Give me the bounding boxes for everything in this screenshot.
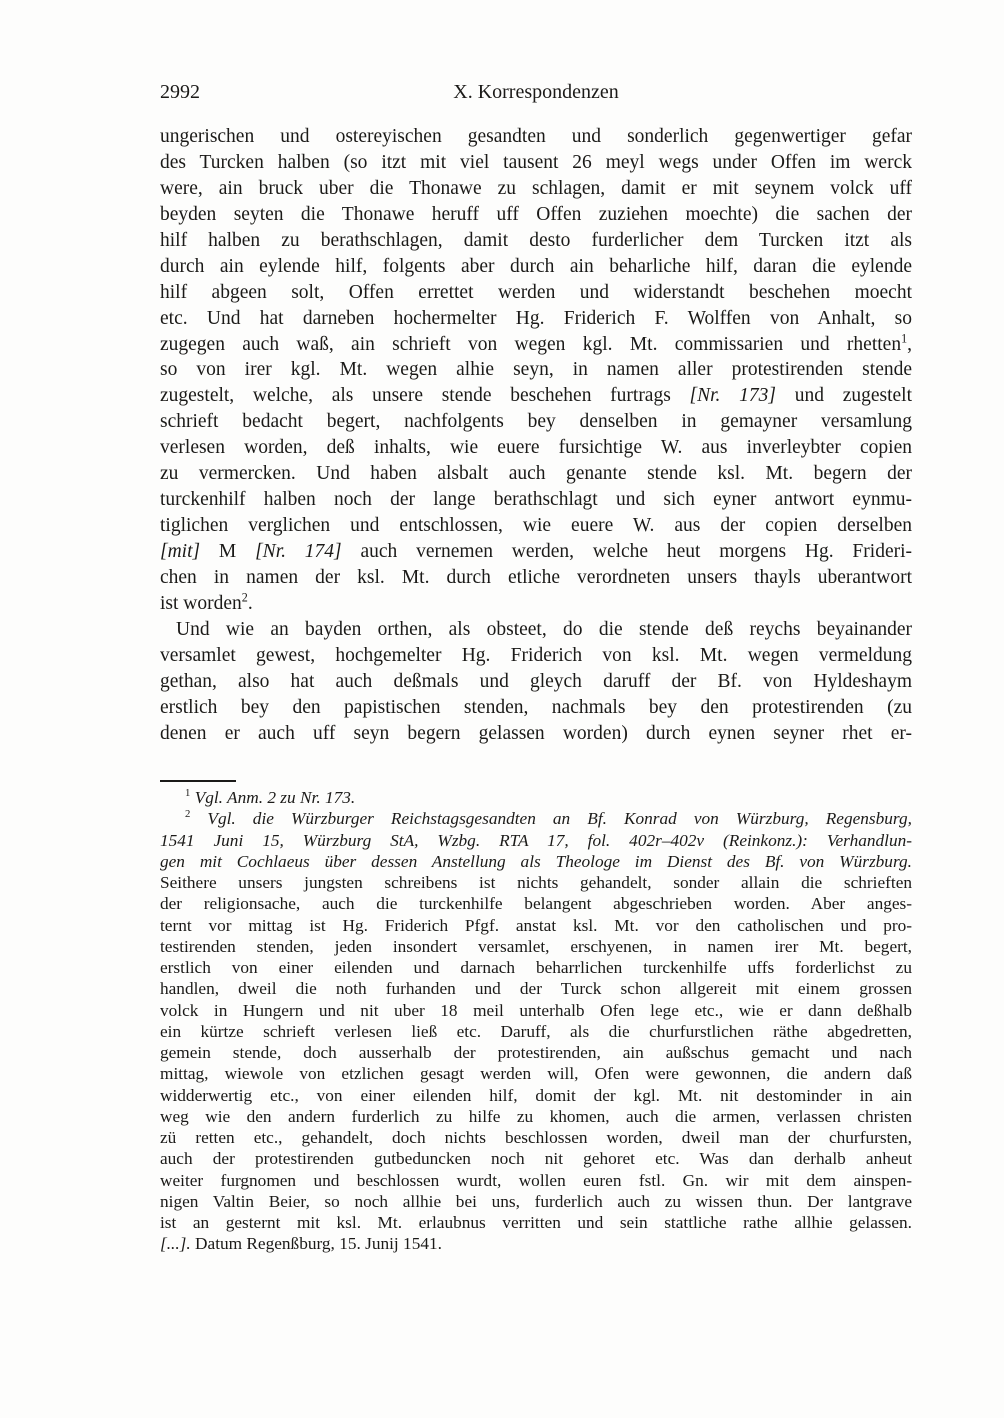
footnote-line: $^2$ Vgl. die Würzburger Reichstagsgesandten an Bf. Konrad von Würzburg, Regensburg,: [185, 808, 912, 829]
body-text-line: zugegen auch waß, ain schrieft von wegen kgl. Mt. commissarien und rhetten$^1$,: [160, 331, 912, 355]
body-text-line: were, ain bruck uber die Thonawe zu schlagen, damit er mit seynem volck uff: [160, 177, 912, 199]
footnote-line: ein kürtze schrieft verlesen ließ etc. Daruff, als die churfurstlichen räthe abgedretten,: [160, 1021, 912, 1041]
body-text-line: durch ain eylende hilf, folgents aber durch ain beharliche hilf, daran die eylende: [160, 255, 912, 277]
footnote-line: weg wie den andern furderlich zu hilfe zu khomen, auch die armen, verlassen christen: [160, 1106, 912, 1126]
body-text-line: beyden seyten die Thonawe heruff uff Offen zuziehen moechte) die sachen der: [160, 203, 912, 225]
body-text-line: etc. Und hat darneben hochermelter Hg. Friderich F. Wolffen von Anhalt, so: [160, 307, 912, 329]
footnote-line: gen mit Cochlaeus über dessen Anstellung als Theologe im Dienst des Bf. von Würzburg.: [160, 851, 912, 871]
body-text-line: schrieft bedacht begert, nachfolgents bey denselben in gemayner versamlung: [160, 411, 912, 433]
footnote-line: weiter furgnomen und beschlossen wurdt, wollen euren fstl. Gn. wir mit dem ainspen-: [160, 1170, 912, 1190]
page-header: [160, 80, 912, 106]
body-text-line: [mit] M [Nr. 174] auch vernemen werden, welche heut morgens Hg. Frideri-: [160, 541, 912, 562]
body-text-line: des Turcken halben (so itzt mit viel tausent 26 meyl wegs under Offen im werck: [160, 151, 912, 173]
body-text-line: verlesen worden, deß inhalts, wie euere fursichtige W. aus inverleybter copien: [160, 437, 912, 459]
body-text-line: ist worden$^2$.: [160, 590, 253, 614]
footnote-line: der religionsache, auch die turckenhilfe belangent abgeschrieben worden. Aber anges-: [160, 894, 912, 914]
footnote-line: testirenden stenden, jeden insondert versamlet, erschyenen, in namen irer Mt. begert,: [160, 936, 912, 956]
footnote-line: widderwertig etc., von einer eilenden hilf, domit der kgl. Mt. nit destominder in ain: [160, 1085, 912, 1105]
footnotes: [160, 787, 912, 1255]
body-text-line: zu vermercken. Und haben alsbalt auch genante stende ksl. Mt. begern der: [160, 463, 912, 485]
body-text-line: versamlet gewest, hochgemelter Hg. Friderich von ksl. Mt. wegen vermeldung: [160, 644, 912, 666]
footnote-line: erstlich von einer eilenden und darnach beharrlichen turckenhilfe uffs forderlichst zu: [160, 958, 912, 977]
body-text-line: chen in namen der ksl. Mt. durch etliche verordneten unsers thayls uberantwort: [160, 566, 912, 588]
footnote-line: handlen, dweil die noth furhanden und der Turck schon allgereit mit einem grossen: [160, 979, 912, 999]
body-text-line: hilf abgeen solt, Offen errettet werden und widerstandt beschehen moecht: [160, 281, 912, 303]
body-text-line: so von irer kgl. Mt. wegen alhie seyn, in namen aller protestirenden stende: [160, 359, 912, 381]
footnote-line: $^1$ Vgl. Anm. 2 zu Nr. 173.: [185, 787, 356, 807]
footnote-line: mittag, wiewole von etzlichen gesagt werden will, Ofen were gewonnen, die andern daß: [160, 1064, 912, 1084]
footnote-line: auch der protestirenden gutbeduncken noch nit gehoret etc. Was dan derhalb anheut: [160, 1149, 912, 1169]
body-text-line: Und wie an bayden orthen, als obsteet, do die stende deß reychs beyainander: [176, 618, 912, 640]
footnote-line: zü retten etc., gehandelt, doch nichts beschlossen worden, dweil man der churfursten,: [160, 1128, 912, 1147]
footnote-line: nigen Valtin Beier, so noch allhie bei uns, furderlich auch zu wissen thun. Der lantgrave: [160, 1191, 912, 1211]
footnote-separator: [160, 780, 236, 782]
footnote-line: gemein stende, doch ausserhalb der protestirenden, ain außschus gemacht und nach: [160, 1043, 912, 1062]
body-text-line: denen er auch uff seyn begern gelassen worden) durch eynen seyner rhet er-: [160, 722, 912, 744]
body-text-line: erstlich bey den papistischen stenden, nachmals bey den protestirenden (zu: [160, 696, 912, 718]
body-text-line: zugestelt, welche, als unsere stende beschehen furtrags [Nr. 173] und zugestelt: [160, 385, 912, 407]
footnote-line: ternt vor mittag ist Hg. Friderich Pfgf. anstat ksl. Mt. vor den catholischen und pro-: [160, 915, 912, 935]
footnote-line: ist an gesternt mit ksl. Mt. erlaubnus verritten und sein stattliche rathe allhie gelassen.: [160, 1213, 912, 1232]
main-text: [160, 124, 912, 747]
body-text-line: tiglichen verglichen und entschlossen, wie euere W. aus der copien derselben: [160, 515, 912, 537]
page-number: 2992: [160, 81, 200, 103]
body-text-line: gethan, also hat auch deßmals und gleych daruff der Bf. von Hyldeshaym: [160, 670, 912, 692]
body-text-line: turckenhilf halben noch der lange berathschlagt und sich eyner antwort eynmu-: [160, 489, 912, 511]
running-head: X. Korrespondenzen: [453, 81, 619, 103]
footnote-line: [...]. Datum Regenßburg, 15. Junij 1541.: [160, 1234, 442, 1254]
body-text-line: hilf halben zu berathschlagen, damit desto furderlicher dem Turcken itzt als: [160, 229, 912, 251]
footnote-line: volck in Hungern und nit uber 18 meil unterhalb Ofen lege etc., wie er dann deßhalb: [160, 1000, 912, 1020]
body-text-line: ungerischen und ostereyischen gesandten und sonderlich gegenwertiger gefar: [160, 126, 912, 147]
footnote-line: Seithere unsers jungsten schreibens ist nichts gehandelt, sonder allain die schrieften: [160, 873, 912, 892]
footnote-line: 1541 Juni 15, Würzburg StA, Wzbg. RTA 17, fol. 402r–402v (Reinkonz.): Verhandlun-: [160, 830, 912, 850]
